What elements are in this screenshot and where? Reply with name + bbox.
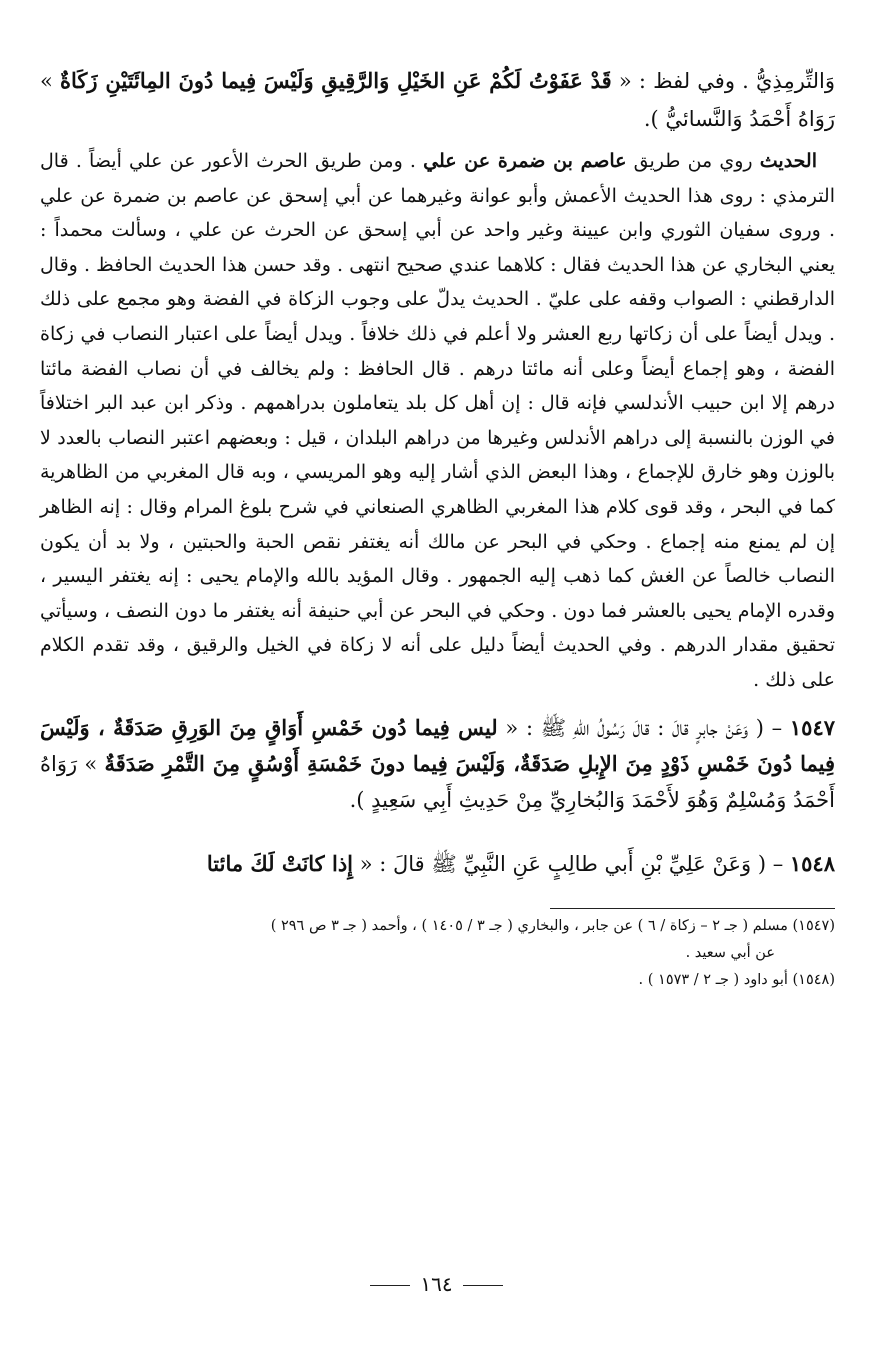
commentary-text: . ومن طريق الحرث الأعور عن علي أيضاً . قال الترمذي : روى هذا الحديث الأعمش وأبو عوانة وغيرهما عن أبي إسحق عن عاصم بن ضمرة عن علي . وروى سفيان الثوري وابن عيينة وغير واحد عن أبي إسحق عن الحرث عن علي ، وسألت محمداً : يعني البخاري عن هذا الحديث فقال : كلاهما عندي صحيح انتهى . وقد حسن هذا الحديث الحافظ . وقال الدارقطني : الصواب وقفه على عليّ . الحديث يدلّ على وجوب الزكاة في الفضة وهو مجمع على ذلك . ويدل أيضاً على أن زكاتها ربع العشر ولا أعلم في ذلك خلافاً . ويدل أيضاً على اعتبار النصاب في زكاة الفضة ، وهو إجماع أيضاً وعلى أنه مائتا درهم . قال الحافظ : ولم يخالف في أن نصاب الفضة مائتا درهم إلا ابن حبيب الأندلسي فإنه قال : إن أهل كل بلد يتعاملون بدراهمهم . وذكر ابن عبد البر اختلافاً في الوزن بالنسبة إلى دراهم الأندلس وغيرها من دراهم البلدان ، قيل : وبعضهم اعتبر النصاب بالعدد لا بالوزن وهو خارق للإجماع ، وهذا البعض الذي أشار إليه وهو المريسي ، وبه قال المغربي من الظاهرية كما في البحر ، وقد قوى كلام هذا المغربي الظاهري الصنعاني في شرح بلوغ المرام وقال : إنه الظاهر إن لم يمنع منه إجماع . وحكي في البحر عن مالك أنه يغتفر نقص الحبة والحبتين ، ولا بد أن يكون النصاب خالصاً عن الغش كما ذهب إليه الجمهور . وقال المؤيد بالله والإمام يحيى : إنه يغتفر اليسير ، وقدره الإمام يحيى بالعشر فما دون . وحكي في البحر عن أبي حنيفة أنه يغتفر ما دون النصف ، وسيأتي تحقيق مقدار الدرهم . وفي الحديث أيضاً دليل على أنه لا زكاة في الخيل والرقيق ، وقد تقدم الكلام على ذلك . (40, 150, 835, 691)
hadith-prefix: وَالتِّرمِذِيُّ . وفي لفظ : « (611, 69, 836, 93)
hadith-quote: ليس فِيما دُون خَمْسِ أَوَاقٍ مِنَ الوَرِقِ صَدَقَةٌ ، وَلَيْسَ فِيما دُونَ خَمْسِ ذَوْدٍ مِنَ الإِبلِ صَدَقَةٌ، وَلَيْسَ فِيما دونَ خَمْسَةِ أَوْسُقٍ مِنَ التَّمْرِ صَدَقَةٌ (40, 714, 835, 776)
hadith-number: ١٥٤٨ (789, 850, 835, 876)
footnote-divider (550, 908, 835, 909)
footnote-1547-continued: عن أبي سعيد . (685, 944, 775, 961)
commentary-chain: عاصم بن ضمرة عن علي (423, 150, 627, 172)
commentary-lead: الحديث (759, 150, 818, 172)
hadith-intro: – ( وَعَنْ جابرٍ قالَ : قالَ رَسُولُ اللهِ ﷺ : « (497, 715, 790, 740)
hadith-number: ١٥٤٧ (789, 714, 836, 740)
hadith-intro: – ( وَعَنْ عَلِيِّ بْنِ أَبي طالِبٍ عَنِ النَّبِيِّ ﷺ قالَ : « (353, 851, 790, 876)
commentary-paragraph (40, 144, 835, 698)
folio-dash-left (370, 1285, 410, 1286)
footnotes (40, 913, 835, 994)
page-number-value: ١٦٤ (420, 1272, 453, 1296)
hadith-1548 (40, 846, 835, 882)
hadith-suffix: » رَوَاهُ أَحْمَدُ وَالنَّسائيُّ ). (40, 69, 835, 131)
hadith-suffix: » رَوَاهُ أَحْمَدُ وَمُسْلِمٌ وَهُوَ لأَحْمَدَ وَالبُخارِيِّ مِنْ حَدِيثِ أَبِي سَعِيدٍ ). (40, 751, 835, 812)
hadith-1547 (40, 710, 835, 818)
folio-dash-right (463, 1285, 503, 1286)
footnote-1548: (١٥٤٨) أبو داود ( جـ ٢ / ١٥٧٣ ) . (638, 971, 835, 988)
footnote-1547: (١٥٤٧) مسلم ( جـ ٢ – زكاة / ٦ ) عن جابر ، والبخاري ( جـ ٣ / ١٤٠٥ ) ، وأحمد ( جـ ٣ ص ٢٩٦ ) (270, 917, 835, 934)
hadith-quote: إِذا كانَتْ لَكَ مائتا (206, 850, 354, 876)
hadith-quote: قَدْ عَفَوْتُ لَكُمْ عَنِ الخَيْلِ وَالرَّقِيقِ وَلَيْسَ فِيما دُونَ المِائَتَيْنِ زَكَاةٌ (60, 68, 612, 93)
page-number (0, 1272, 873, 1296)
hadith-continuation (40, 62, 835, 138)
commentary-lead-rest: روي من طريق (626, 150, 760, 172)
